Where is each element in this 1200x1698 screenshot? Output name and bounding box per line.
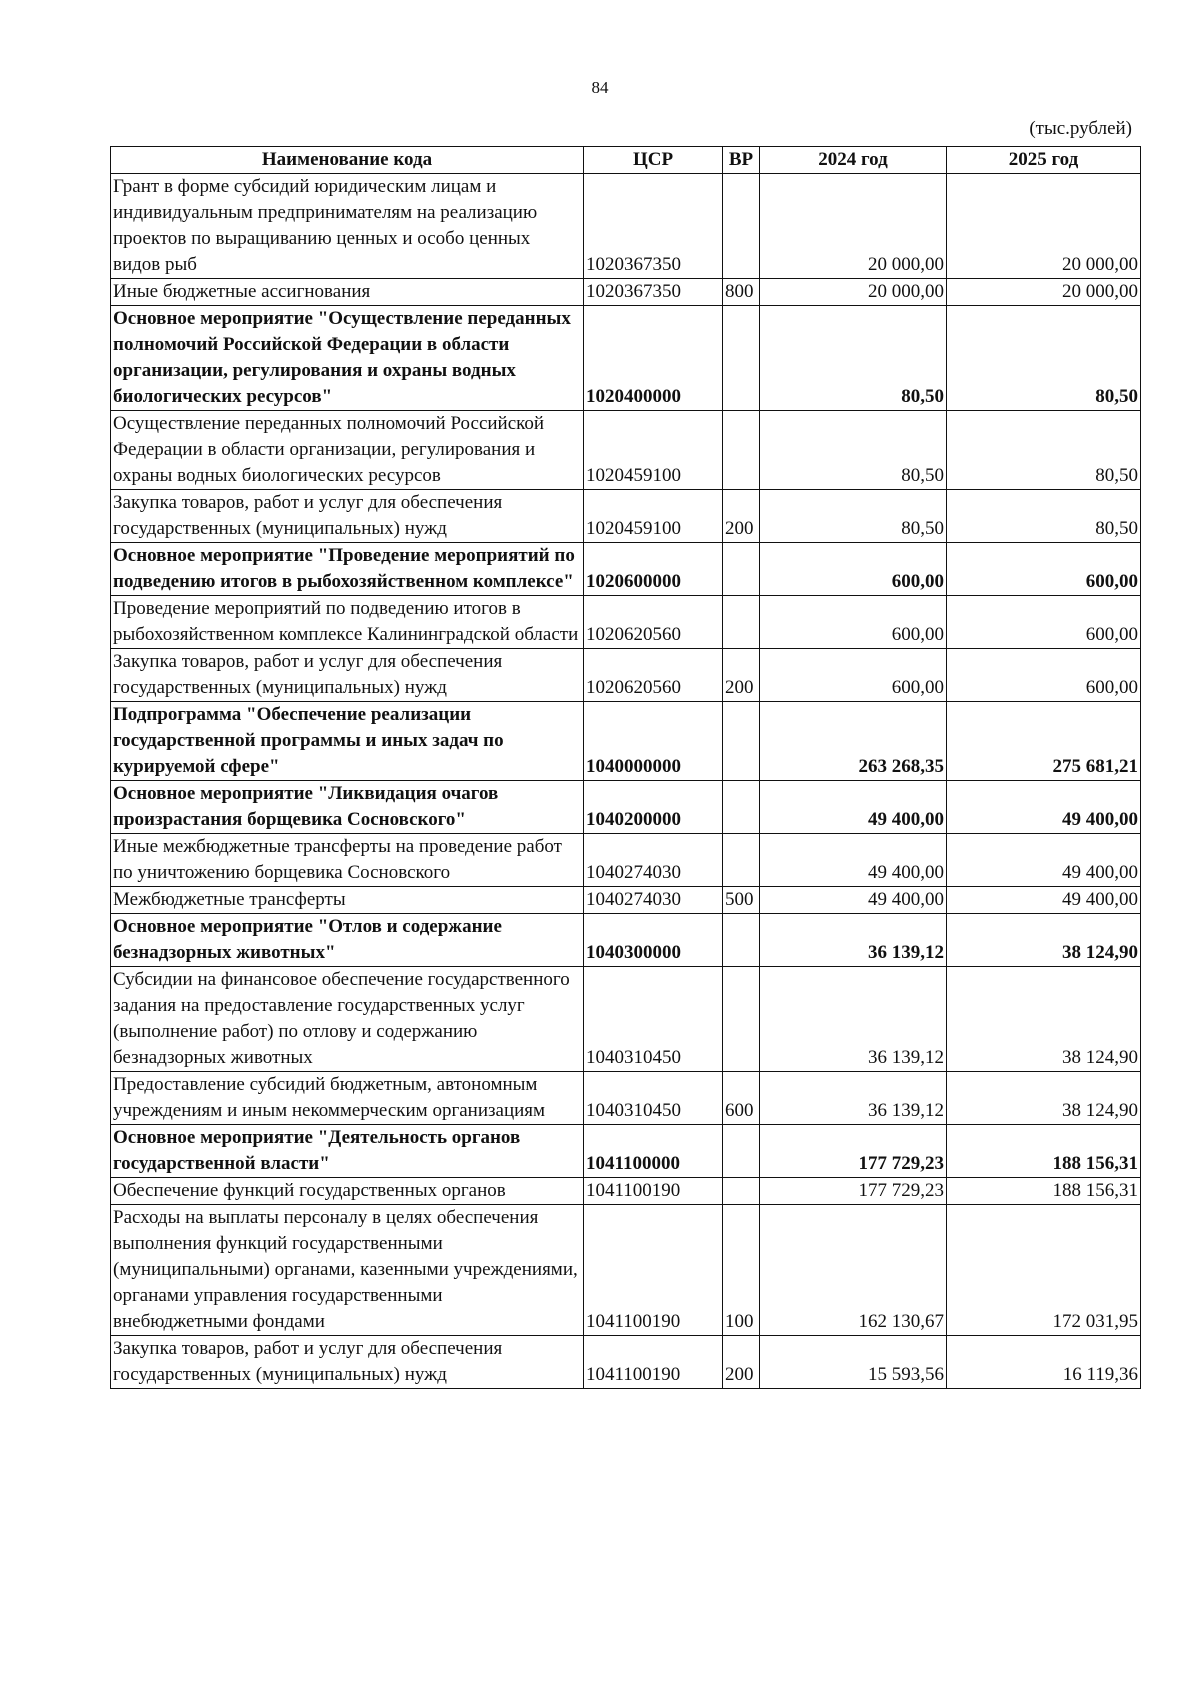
row-csr: 1020367350 bbox=[584, 279, 723, 306]
header-name: Наименование кода bbox=[111, 147, 584, 174]
row-vr bbox=[723, 834, 760, 887]
row-value-2024: 177 729,23 bbox=[760, 1178, 947, 1205]
table-row bbox=[111, 490, 1141, 543]
header-vr: ВР bbox=[723, 147, 760, 174]
units-label: (тыс.рублей) bbox=[1029, 118, 1132, 139]
row-csr: 1040300000 bbox=[584, 914, 723, 967]
table-row bbox=[111, 306, 1141, 411]
row-value-2025: 80,50 bbox=[947, 306, 1141, 411]
row-value-2024: 80,50 bbox=[760, 411, 947, 490]
row-value-2025: 38 124,90 bbox=[947, 1072, 1141, 1125]
table-row bbox=[111, 174, 1141, 279]
row-name: Проведение мероприятий по подведению итогов в рыбохозяйственном комплексе Калининградской области bbox=[111, 596, 584, 649]
row-vr bbox=[723, 967, 760, 1072]
row-value-2025: 172 031,95 bbox=[947, 1205, 1141, 1336]
row-value-2024: 36 139,12 bbox=[760, 914, 947, 967]
row-vr bbox=[723, 174, 760, 279]
row-value-2025: 600,00 bbox=[947, 543, 1141, 596]
row-csr: 1041100190 bbox=[584, 1336, 723, 1389]
row-csr: 1040200000 bbox=[584, 781, 723, 834]
header-2024: 2024 год bbox=[760, 147, 947, 174]
row-csr: 1041100000 bbox=[584, 1125, 723, 1178]
row-value-2025: 600,00 bbox=[947, 596, 1141, 649]
row-name: Закупка товаров, работ и услуг для обеспечения государственных (муниципальных) нужд bbox=[111, 649, 584, 702]
row-value-2025: 38 124,90 bbox=[947, 967, 1141, 1072]
row-vr bbox=[723, 1125, 760, 1178]
row-value-2024: 600,00 bbox=[760, 543, 947, 596]
row-value-2024: 80,50 bbox=[760, 490, 947, 543]
table-row bbox=[111, 543, 1141, 596]
row-name: Основное мероприятие "Отлов и содержание безнадзорных животных" bbox=[111, 914, 584, 967]
table-row bbox=[111, 1125, 1141, 1178]
table-row bbox=[111, 649, 1141, 702]
row-name: Расходы на выплаты персоналу в целях обеспечения выполнения функций государственными (муниципальными) органами, казенными учреждениями, органами управления государственными внебюджетными фондами bbox=[111, 1205, 584, 1336]
row-value-2024: 177 729,23 bbox=[760, 1125, 947, 1178]
budget-table bbox=[110, 146, 1141, 1389]
row-value-2025: 49 400,00 bbox=[947, 781, 1141, 834]
row-vr bbox=[723, 411, 760, 490]
row-value-2024: 600,00 bbox=[760, 649, 947, 702]
row-value-2025: 80,50 bbox=[947, 490, 1141, 543]
row-vr bbox=[723, 781, 760, 834]
row-csr: 1041100190 bbox=[584, 1205, 723, 1336]
row-name: Иные бюджетные ассигнования bbox=[111, 279, 584, 306]
row-vr: 600 bbox=[723, 1072, 760, 1125]
row-value-2025: 49 400,00 bbox=[947, 887, 1141, 914]
row-csr: 1040310450 bbox=[584, 1072, 723, 1125]
row-vr bbox=[723, 914, 760, 967]
table-row bbox=[111, 411, 1141, 490]
row-value-2024: 49 400,00 bbox=[760, 781, 947, 834]
row-value-2025: 600,00 bbox=[947, 649, 1141, 702]
row-value-2024: 49 400,00 bbox=[760, 887, 947, 914]
row-csr: 1040274030 bbox=[584, 887, 723, 914]
table-row bbox=[111, 702, 1141, 781]
row-name: Закупка товаров, работ и услуг для обеспечения государственных (муниципальных) нужд bbox=[111, 490, 584, 543]
row-vr: 500 bbox=[723, 887, 760, 914]
row-value-2025: 188 156,31 bbox=[947, 1125, 1141, 1178]
row-csr: 1040000000 bbox=[584, 702, 723, 781]
row-value-2025: 275 681,21 bbox=[947, 702, 1141, 781]
row-name: Основное мероприятие "Деятельность органов государственной власти" bbox=[111, 1125, 584, 1178]
table-row bbox=[111, 1072, 1141, 1125]
row-name: Подпрограмма "Обеспечение реализации государственной программы и иных задач по курируемой сфере" bbox=[111, 702, 584, 781]
row-name: Обеспечение функций государственных органов bbox=[111, 1178, 584, 1205]
table-row bbox=[111, 1178, 1141, 1205]
row-value-2025: 20 000,00 bbox=[947, 174, 1141, 279]
header-csr: ЦСР bbox=[584, 147, 723, 174]
row-value-2025: 188 156,31 bbox=[947, 1178, 1141, 1205]
table-row bbox=[111, 279, 1141, 306]
row-value-2024: 36 139,12 bbox=[760, 967, 947, 1072]
row-vr bbox=[723, 543, 760, 596]
row-value-2024: 600,00 bbox=[760, 596, 947, 649]
row-name: Основное мероприятие "Ликвидация очагов произрастания борщевика Сосновского" bbox=[111, 781, 584, 834]
row-value-2024: 15 593,56 bbox=[760, 1336, 947, 1389]
header-2025: 2025 год bbox=[947, 147, 1141, 174]
table-row bbox=[111, 914, 1141, 967]
row-vr bbox=[723, 702, 760, 781]
row-value-2025: 49 400,00 bbox=[947, 834, 1141, 887]
row-name: Предоставление субсидий бюджетным, автономным учреждениям и иным некоммерческим организациям bbox=[111, 1072, 584, 1125]
row-value-2024: 20 000,00 bbox=[760, 279, 947, 306]
row-name: Субсидии на финансовое обеспечение государственного задания на предоставление государственных услуг (выполнение работ) по отлову и содержанию безнадзорных животных bbox=[111, 967, 584, 1072]
row-vr bbox=[723, 1178, 760, 1205]
row-value-2024: 263 268,35 bbox=[760, 702, 947, 781]
row-value-2024: 80,50 bbox=[760, 306, 947, 411]
row-csr: 1040310450 bbox=[584, 967, 723, 1072]
row-vr bbox=[723, 306, 760, 411]
row-value-2024: 162 130,67 bbox=[760, 1205, 947, 1336]
row-value-2025: 38 124,90 bbox=[947, 914, 1141, 967]
row-name: Основное мероприятие "Осуществление переданных полномочий Российской Федерации в области организации, регулирования и охраны водных биологических ресурсов" bbox=[111, 306, 584, 411]
header-row bbox=[111, 147, 1141, 174]
table-row bbox=[111, 596, 1141, 649]
row-value-2024: 36 139,12 bbox=[760, 1072, 947, 1125]
table-row bbox=[111, 834, 1141, 887]
row-csr: 1020620560 bbox=[584, 649, 723, 702]
row-csr: 1020400000 bbox=[584, 306, 723, 411]
row-name: Закупка товаров, работ и услуг для обеспечения государственных (муниципальных) нужд bbox=[111, 1336, 584, 1389]
row-csr: 1020620560 bbox=[584, 596, 723, 649]
row-name: Основное мероприятие "Проведение мероприятий по подведению итогов в рыбохозяйственном комплексе" bbox=[111, 543, 584, 596]
row-name: Грант в форме субсидий юридическим лицам и индивидуальным предпринимателям на реализацию проектов по выращиванию ценных и особо ценных видов рыб bbox=[111, 174, 584, 279]
row-value-2025: 20 000,00 bbox=[947, 279, 1141, 306]
table-row bbox=[111, 887, 1141, 914]
row-name: Межбюджетные трансферты bbox=[111, 887, 584, 914]
row-vr bbox=[723, 596, 760, 649]
row-csr: 1040274030 bbox=[584, 834, 723, 887]
table-row bbox=[111, 781, 1141, 834]
row-csr: 1020367350 bbox=[584, 174, 723, 279]
row-csr: 1020459100 bbox=[584, 490, 723, 543]
row-csr: 1041100190 bbox=[584, 1178, 723, 1205]
row-vr: 200 bbox=[723, 649, 760, 702]
row-value-2024: 20 000,00 bbox=[760, 174, 947, 279]
page-number: 84 bbox=[591, 78, 609, 97]
row-name: Иные межбюджетные трансферты на проведение работ по уничтожению борщевика Сосновского bbox=[111, 834, 584, 887]
table-row bbox=[111, 1336, 1141, 1389]
row-vr: 800 bbox=[723, 279, 760, 306]
row-vr: 200 bbox=[723, 490, 760, 543]
row-name: Осуществление переданных полномочий Российской Федерации в области организации, регулирования и охраны водных биологических ресурсов bbox=[111, 411, 584, 490]
row-value-2024: 49 400,00 bbox=[760, 834, 947, 887]
row-value-2025: 16 119,36 bbox=[947, 1336, 1141, 1389]
row-vr: 100 bbox=[723, 1205, 760, 1336]
row-vr: 200 bbox=[723, 1336, 760, 1389]
row-csr: 1020600000 bbox=[584, 543, 723, 596]
row-value-2025: 80,50 bbox=[947, 411, 1141, 490]
table-row bbox=[111, 967, 1141, 1072]
table-body bbox=[111, 174, 1141, 1389]
row-csr: 1020459100 bbox=[584, 411, 723, 490]
table-row bbox=[111, 1205, 1141, 1336]
